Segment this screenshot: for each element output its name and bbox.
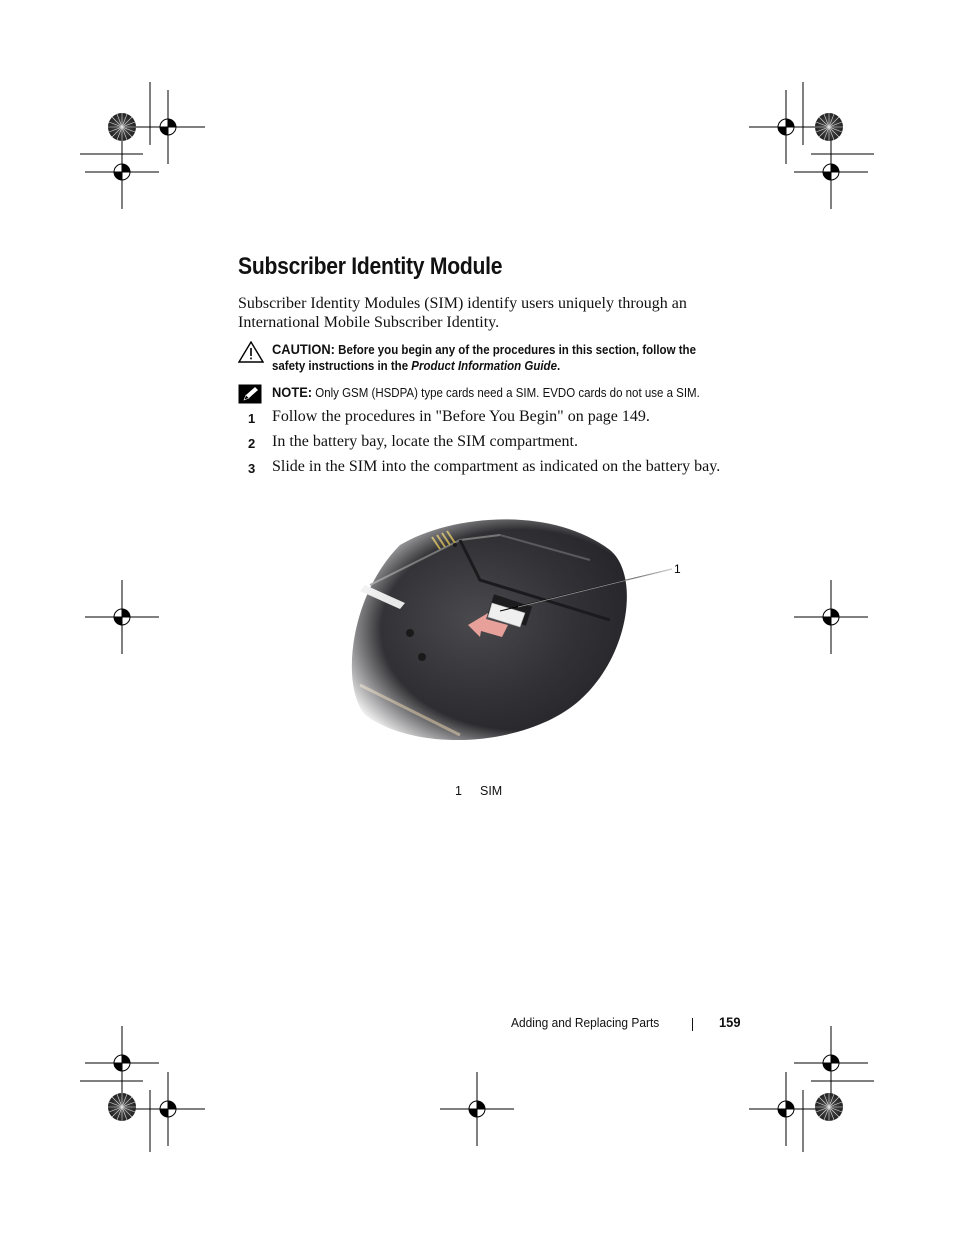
footer-section-title: Adding and Replacing Parts — [511, 1015, 660, 1030]
page-title: Subscriber Identity Module — [238, 253, 503, 280]
caution-label: CAUTION: — [272, 341, 335, 357]
footer-separator — [692, 1018, 693, 1031]
note-callout — [238, 384, 738, 404]
sim-compartment-illustration — [340, 505, 700, 765]
caution-guide-title: Product Information Guide — [411, 359, 557, 373]
note-pencil-icon — [238, 384, 262, 404]
caution-callout — [238, 341, 738, 375]
procedure-steps — [248, 407, 748, 482]
intro-line-1: Subscriber Identity Modules (SIM) identify users uniquely through an — [238, 295, 687, 312]
note-text: Only GSM (HSDPA) type cards need a SIM. EVDO cards do not use a SIM. — [312, 386, 700, 400]
caution-triangle-icon — [238, 341, 264, 363]
step-number: 2 — [248, 436, 256, 451]
step-item — [248, 457, 748, 482]
step-item — [248, 407, 748, 432]
intro-paragraph — [238, 294, 738, 332]
page-number: 159 — [719, 1014, 741, 1030]
caution-text-2: safety instructions in the — [272, 359, 412, 373]
figure-legend-number: 1 — [455, 784, 462, 798]
step-text: In the battery bay, locate the SIM compartment. — [272, 433, 578, 450]
step-text: Follow the procedures in "Before You Begin" on page 149. — [272, 408, 650, 425]
caution-period: . — [556, 359, 561, 373]
step-number: 3 — [248, 461, 256, 476]
caution-text-1: Before you begin any of the procedures in this section, follow the — [334, 343, 696, 357]
figure-legend-label: SIM — [480, 784, 503, 798]
note-label: NOTE: — [272, 384, 313, 400]
step-item — [248, 432, 748, 457]
step-text: Slide in the SIM into the compartment as indicated on the battery bay. — [272, 458, 721, 475]
step-number: 1 — [248, 411, 256, 426]
intro-line-2: International Mobile Subscriber Identity. — [238, 314, 500, 331]
figure-callout-number: 1 — [674, 562, 681, 576]
